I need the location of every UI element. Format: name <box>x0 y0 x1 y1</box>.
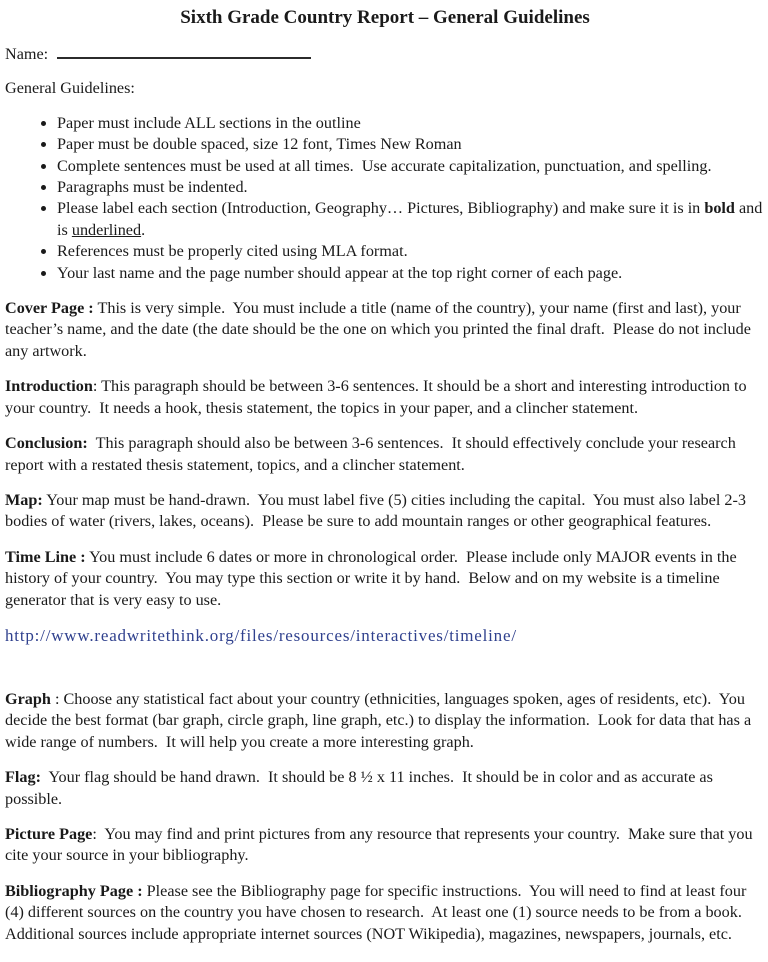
section-map <box>5 490 765 533</box>
list-item-text: and is <box>57 199 767 239</box>
section-text: Your flag should be hand drawn. It should be 8 ½ x 11 inches. It should be in color and as accurate as possible. <box>5 768 717 808</box>
list-item <box>57 241 765 262</box>
section-text: : You may find and print pictures from any resource that represents your country. Make sure that you cite your source in your bibliography. <box>5 824 757 865</box>
list-item-text: Paragraphs must be indented. <box>57 178 248 197</box>
section-picture-page <box>5 824 765 867</box>
guidelines-list <box>5 113 765 284</box>
section-graph <box>5 689 765 753</box>
section-flag <box>5 767 765 810</box>
list-item-text: Your last name and the page number should appear at the top right corner of each page. <box>57 263 623 282</box>
section-conclusion <box>5 433 765 476</box>
timeline-link-row <box>5 625 765 647</box>
section-label: Bibliography Page : <box>5 881 143 900</box>
list-item-text: Please label each section (Introduction, Geography… Pictures, Bibliography) and make sure it is in <box>57 199 705 218</box>
name-field-row <box>5 42 765 65</box>
list-item-text: References must be properly cited using MLA format. <box>57 242 408 261</box>
section-text: : Choose any statistical fact about your country (ethnicities, languages spoken, ages of residents, etc). You decide the best format (bar graph, circle graph, line graph, etc.) to display the information. Look for data that has a wide range of numbers. It will help you create a more interesting graph. <box>5 689 756 751</box>
list-item-underlined-word: underlined <box>71 220 142 239</box>
section-text: Please see the Bibliography page for specific instructions. You will need to find at least four (4) different sources on the country you have chosen to research. At least one (1) source needs to be from a book. Additional sources include appropriate internet sources (NOT Wikipedia), magazines, newspapers, journals, etc. <box>5 881 751 943</box>
section-introduction <box>5 376 765 419</box>
section-time-line <box>5 547 765 611</box>
section-cover-page <box>5 298 765 362</box>
list-item-text: Paper must include ALL sections in the outline <box>57 113 361 132</box>
section-label: Flag: <box>5 768 41 787</box>
section-label: Map: <box>5 490 43 509</box>
list-item-text: Complete sentences must be used at all times. Use accurate capitalization, punctuation, and spelling. <box>57 156 712 175</box>
name-label: Name: <box>5 45 53 63</box>
list-item <box>57 198 765 241</box>
list-item <box>57 263 765 284</box>
section-text: This is very simple. You must include a title (name of the country), your name (first and last), your teacher’s name, and the date (the date should be the one on which you printed the final draft. Please do not include any artwork. <box>5 299 755 360</box>
section-text: You must include 6 dates or more in chronological order. Please include only MAJOR events in the history of your country. You may type this section or write it by hand. Below and on my website is a timeline generator that is very easy to use. <box>5 547 741 609</box>
list-item-bold-word: bold <box>704 199 735 218</box>
list-item <box>57 156 765 177</box>
list-item-text: Paper must be double spaced, size 12 font, Times New Roman <box>57 135 462 154</box>
section-text: : This paragraph should be between 3-6 sentences. It should be a short and interesting introduction to your country. It needs a hook, thesis statement, the topics in your paper, and a clincher statement. <box>5 377 751 417</box>
section-label: Conclusion: <box>5 434 88 453</box>
page-title: Sixth Grade Country Report – General Guidelines <box>180 7 590 28</box>
section-label: Picture Page <box>5 824 93 843</box>
list-item-text: . <box>141 220 146 239</box>
section-text: This paragraph should also be between 3-6 sentences. It should effectively conclude your research report with a restated thesis statement, topics, and a clincher statement. <box>5 434 740 474</box>
section-label: Introduction <box>5 377 93 396</box>
section-label: Graph <box>5 689 51 708</box>
name-blank-underline <box>57 42 311 59</box>
general-guidelines-heading: General Guidelines: <box>5 79 135 98</box>
section-label: Time Line : <box>5 547 86 566</box>
timeline-generator-link[interactable]: http://www.readwritethink.org/files/resources/interactives/timeline/ <box>5 625 517 645</box>
section-text: Your map must be hand-drawn. You must label five (5) cities including the capital. You must also label 2-3 bodies of water (rivers, lakes, oceans). Please be sure to add mountain ranges or other geographical features. <box>5 490 750 531</box>
list-item <box>57 177 765 198</box>
list-item <box>57 113 765 134</box>
list-item <box>57 134 765 155</box>
section-bibliography-page <box>5 881 765 945</box>
section-label: Cover Page : <box>5 299 94 318</box>
